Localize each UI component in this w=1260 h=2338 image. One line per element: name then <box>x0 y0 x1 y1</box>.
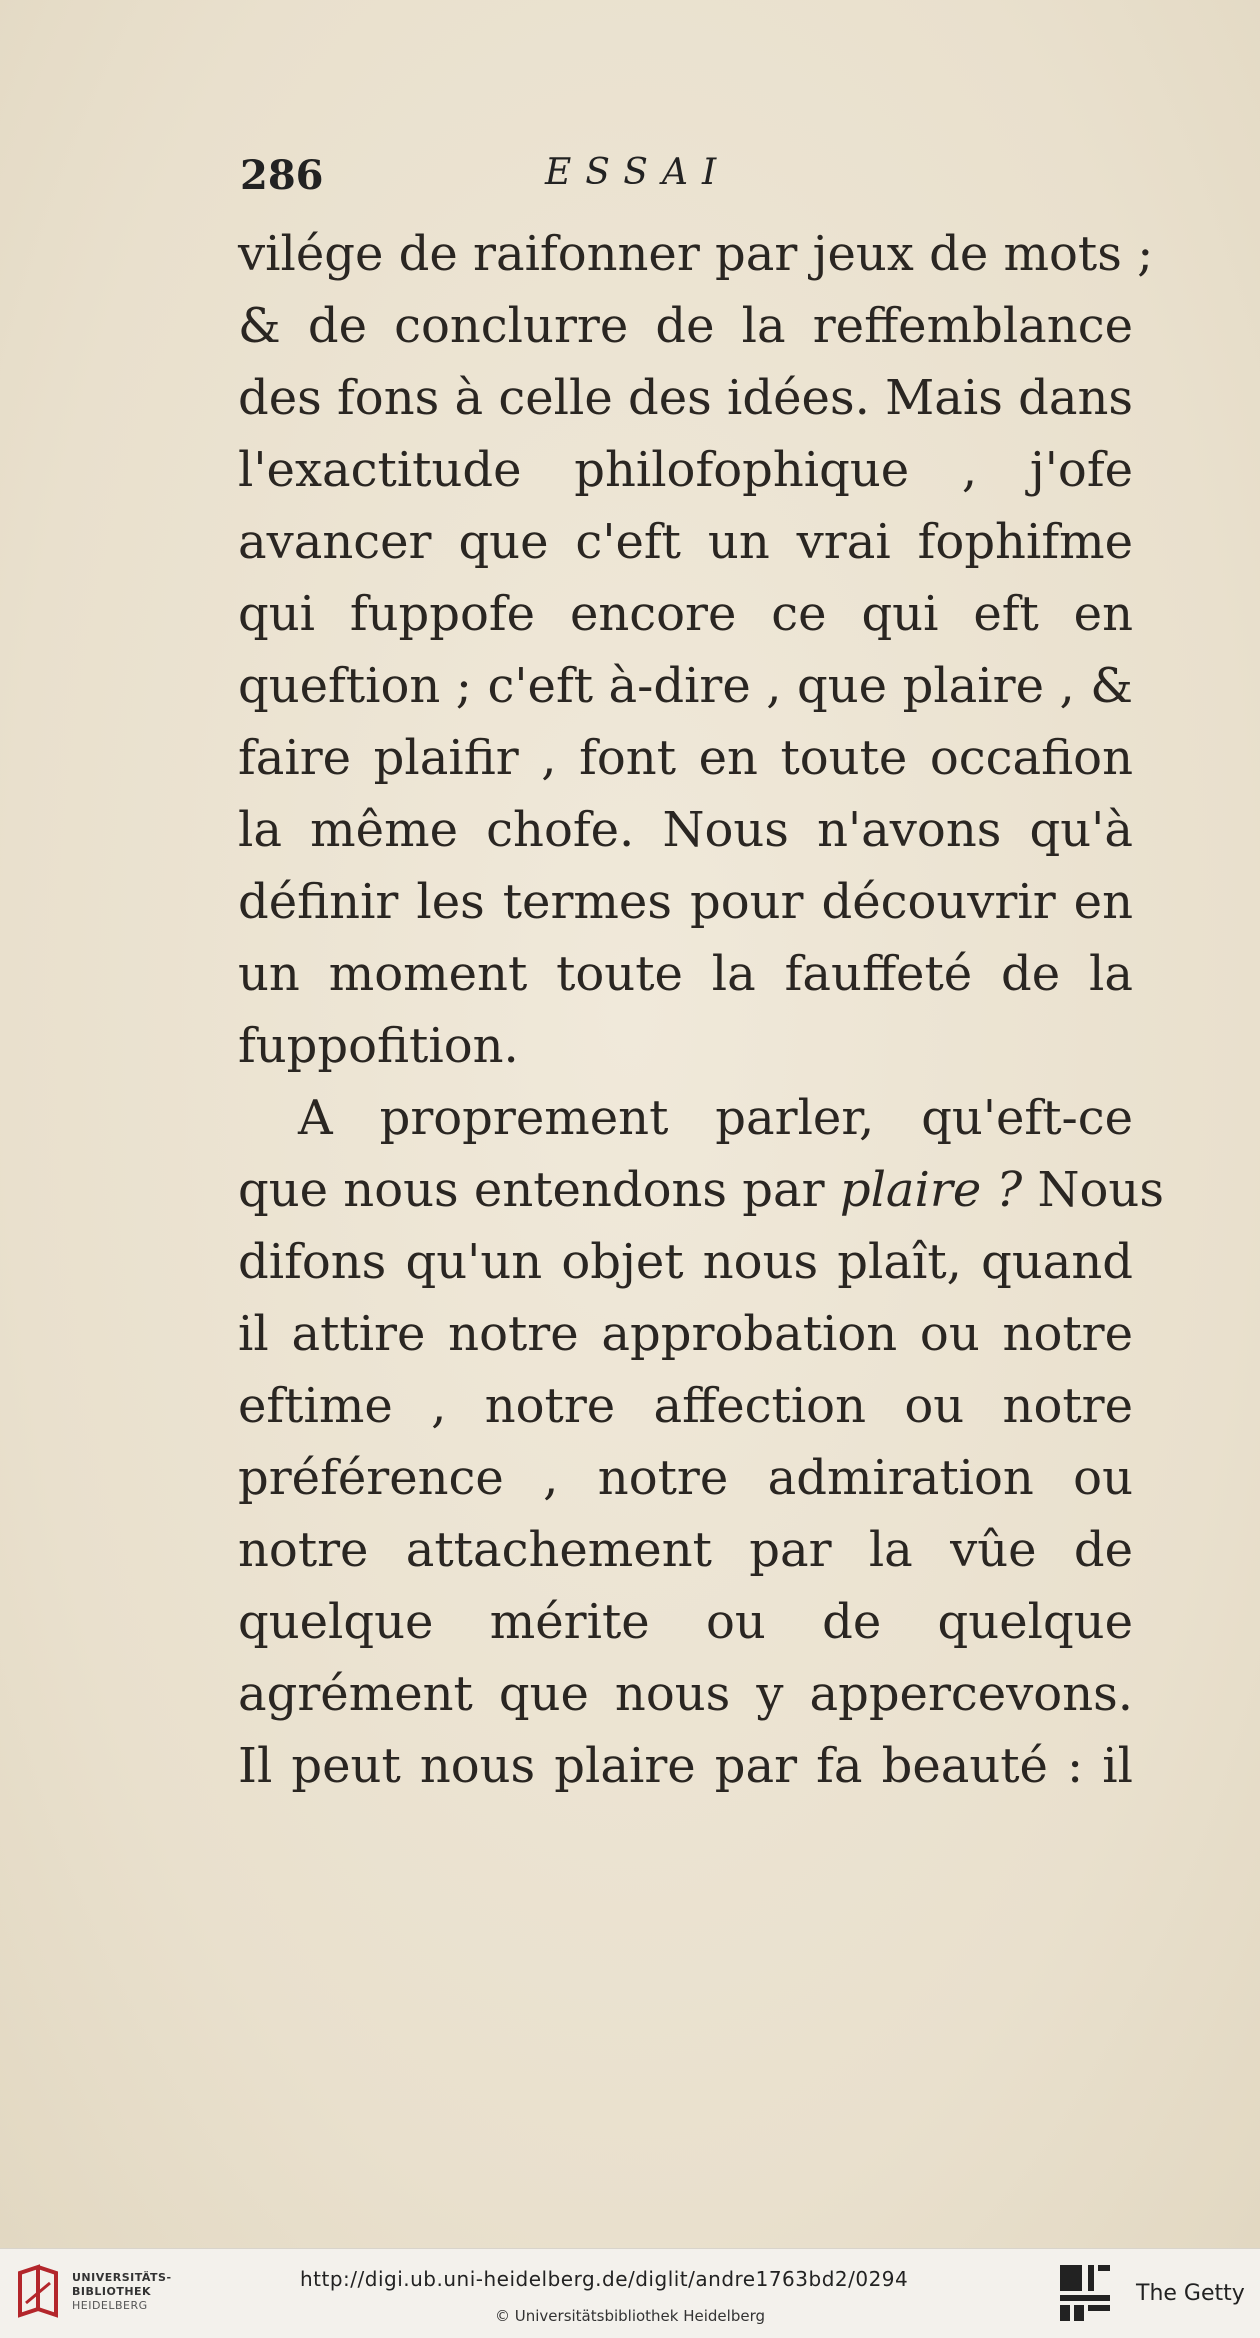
text-line: préférence , notre admiration ou <box>238 1450 1133 1506</box>
viewer-footer <box>0 2248 1260 2338</box>
text-line: quelque mérite ou de quelque <box>238 1594 1133 1650</box>
text-line: notre attachement par la vûe de <box>238 1522 1133 1578</box>
text-line: la même chofe. Nous n'avons qu'à <box>238 802 1133 858</box>
text-line: faire plaifir , font en toute occafion <box>238 730 1133 786</box>
getty-logo-icon <box>1058 2263 1112 2323</box>
text-line: difons qu'un objet nous plaît, quand <box>238 1234 1133 1290</box>
library-name-line: HEIDELBERG <box>72 2299 148 2312</box>
library-name-line: UNIVERSITÄTS- <box>72 2271 172 2284</box>
text-line: Il peut nous plaire par fa beauté : il <box>238 1738 1133 1794</box>
text-line: fuppofition. <box>238 1018 519 1074</box>
text-line: un moment toute la fauffeté de la <box>238 946 1133 1002</box>
italic-word: plaire ? <box>839 1162 1023 1218</box>
text-line <box>238 1154 1164 1226</box>
partner-name: The Getty <box>1136 2281 1245 2306</box>
text-line: l'exactitude philofophique , j'ofe <box>238 442 1133 498</box>
text-line: qui fuppofe encore ce qui eft en <box>238 586 1133 642</box>
text-line: & de conclurre de la reffemblance <box>238 298 1133 354</box>
copyright-notice: © Universitätsbibliothek Heidelberg <box>495 2307 766 2325</box>
text-line: avancer que c'eft un vrai fophifme <box>238 514 1133 570</box>
text-segment: Nous <box>1037 1162 1164 1218</box>
permalink-url[interactable]: http://digi.ub.uni-heidelberg.de/diglit/andre1763bd2/0294 <box>300 2267 909 2291</box>
running-head: ESSAI <box>545 152 731 193</box>
text-line: il attire notre approbation ou notre <box>238 1306 1133 1362</box>
text-line: A proprement parler, qu'eft-ce <box>298 1090 1133 1146</box>
text-line: queftion ; c'eft à-dire , que plaire , & <box>238 658 1133 714</box>
page-number: 286 <box>240 152 324 199</box>
body-text <box>238 218 1164 1802</box>
text-line: agrément que nous y appercevons. <box>238 1666 1133 1722</box>
text-line: eftime , notre affection ou notre <box>238 1378 1133 1434</box>
text-segment: que nous entendons par <box>238 1162 825 1218</box>
university-library-logo-icon <box>14 2263 62 2323</box>
page-header <box>240 152 840 202</box>
library-name <box>72 2271 172 2313</box>
text-line: des fons à celle des idées. Mais dans <box>238 370 1133 426</box>
text-line: définir les termes pour découvrir en <box>238 874 1133 930</box>
library-name-line: BIBLIOTHEK <box>72 2285 152 2298</box>
text-line: vilége de raifonner par jeux de mots ; <box>238 226 1154 282</box>
